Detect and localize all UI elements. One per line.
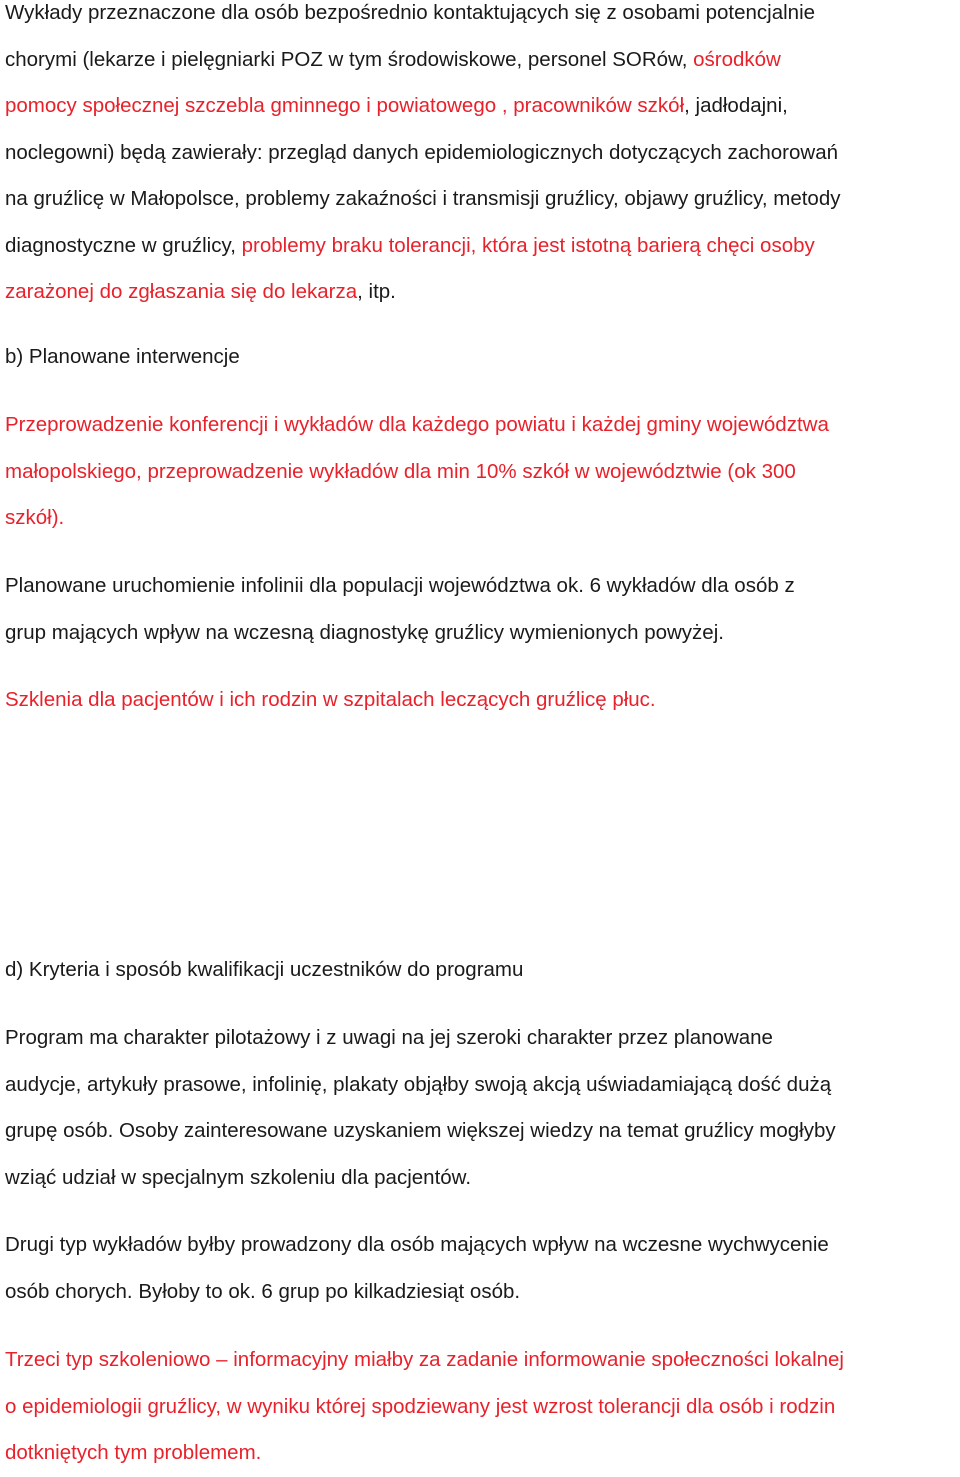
- highlighted-text: zarażonej do zgłaszania się do lekarza: [5, 280, 358, 303]
- section-heading-planned-interventions: [5, 334, 960, 381]
- text-line: Drugi typ wykładów byłby prowadzony dla osób mających wpływ na wczesne wychwycenie: [5, 1233, 829, 1256]
- text-line: [5, 37, 960, 84]
- text-line: noclegowni) będą zawierały: przegląd danych epidemiologicznych dotyczących zachorowań: [5, 140, 838, 164]
- text-line: Szklenia dla pacjentów i ich rodzin w szpitalach leczących gruźlicę płuc.: [5, 688, 656, 711]
- text-line: Planowane uruchomienie infolinii dla populacji województwa ok. 6 wykładów dla osób z: [5, 574, 795, 597]
- text-line: na gruźlicę w Małopolsce, problemy zakaźności i transmisji gruźlicy, objawy gruźlicy, metody: [5, 187, 841, 210]
- paragraph-conferences: [5, 402, 960, 542]
- text-line: osób chorych. Byłoby to ok. 6 grup po kilkadziesiąt osób.: [5, 1279, 521, 1303]
- section-heading-qualification-criteria: [5, 947, 960, 994]
- text-line: [5, 223, 960, 270]
- text-line: o epidemiologii gruźlicy, w wyniku której spodziewany jest wzrost tolerancji dla osób i rodzin: [5, 1394, 836, 1418]
- paragraph-pilot-program: [5, 1015, 960, 1201]
- highlighted-text: pomocy społecznej szczebla gminnego i powiatowego , pracowników szkół: [5, 94, 685, 117]
- text-line: Przeprowadzenie konferencji i wykładów dla każdego powiatu i każdej gminy województwa: [5, 413, 829, 436]
- text-line: [5, 83, 960, 130]
- highlighted-text: problemy braku tolerancji, która jest istotną barierą chęci osoby: [241, 233, 815, 257]
- text-line: grupę osób. Osoby zainteresowane uzyskaniem większej wiedzy na temat gruźlicy mogłyby: [5, 1119, 836, 1142]
- text-segment: , itp.: [357, 280, 396, 303]
- text-line: Program ma charakter pilotażowy i z uwagi na jej szeroki charakter przez planowane: [5, 1026, 773, 1049]
- heading-text: d) Kryteria i sposób kwalifikacji uczestników do programu: [5, 958, 524, 981]
- text-line: małopolskiego, przeprowadzenie wykładów dla min 10% szkół w województwie (ok 300: [5, 459, 796, 483]
- text-line: szkół).: [5, 506, 65, 529]
- text-line: Wykłady przeznaczone dla osób bezpośrednio kontaktujących się z osobami potencjalnie: [5, 1, 816, 24]
- paragraph-patient-training: [5, 677, 960, 724]
- paragraph-second-lecture-type: [5, 1222, 960, 1315]
- text-line: dotkniętych tym problemem.: [5, 1441, 262, 1464]
- paragraph-lectures-scope: [5, 0, 960, 316]
- text-segment: , jadłodajni,: [684, 94, 788, 117]
- text-line: audycje, artykuły prasowe, infolinię, plakaty objąłby swoją akcją uświadamiającą dość dużą: [5, 1072, 832, 1096]
- text-line: grup mających wpływ na wczesną diagnostykę gruźlicy wymienionych powyżej.: [5, 620, 724, 644]
- paragraph-infoline: [5, 563, 960, 656]
- text-line: wziąć udział w specjalnym szkoleniu dla pacjentów.: [5, 1165, 472, 1189]
- text-line: Trzeci typ szkoleniowo – informacyjny miałby za zadanie informowanie społeczności lokalnej: [5, 1348, 844, 1371]
- text-line: [5, 269, 960, 316]
- text-segment: diagnostyczne w gruźlicy,: [5, 233, 242, 257]
- highlighted-text: ośrodków: [693, 47, 781, 71]
- paragraph-third-training-type: [5, 1337, 960, 1477]
- text-segment: chorymi (lekarze i pielęgniarki POZ w tym środowiskowe, personel SORów,: [5, 47, 694, 71]
- heading-text: b) Planowane interwencje: [5, 345, 240, 368]
